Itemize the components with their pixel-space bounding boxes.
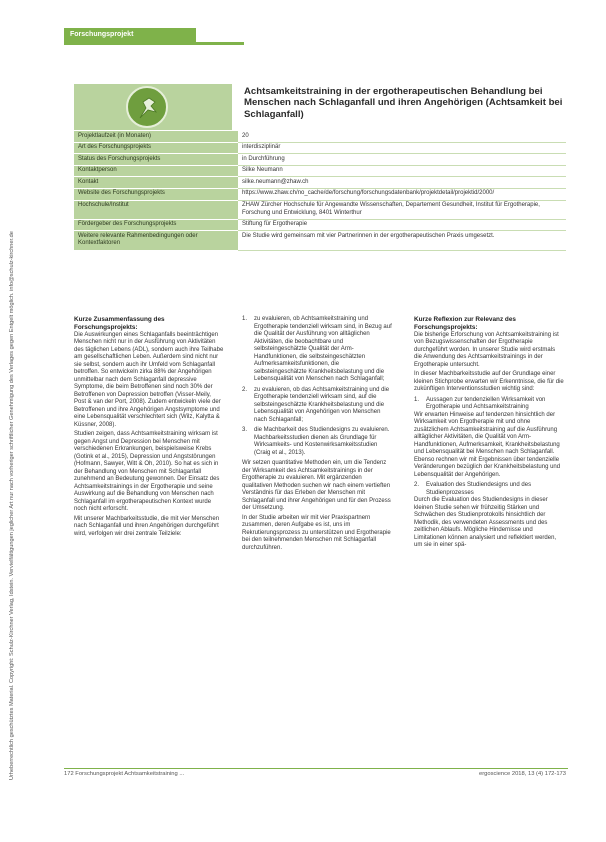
table-row xyxy=(74,177,566,189)
header-divider xyxy=(64,42,244,45)
info-value: Die Studie wird gemeinsam mit vier Partnerinnen in der ergotherapeutischen Praxis umgesetzt. xyxy=(238,231,566,250)
bird-icon xyxy=(137,96,159,120)
subsection-title: Evaluation des Studiendesigns und des Studienprozesses xyxy=(426,482,532,496)
list-number: 2. xyxy=(414,482,420,489)
info-label: Status des Forschungsprojekts xyxy=(74,154,238,166)
copyright-side-note xyxy=(6,40,18,780)
info-label: Website des Forschungsprojekts xyxy=(74,188,238,200)
info-label: Hochschule/Institut xyxy=(74,200,238,219)
table-row xyxy=(74,231,566,250)
info-value: interdisziplinär xyxy=(238,142,566,154)
summary-column xyxy=(74,316,224,540)
info-value: 20 xyxy=(238,131,566,142)
table-row xyxy=(74,154,566,166)
goals-column xyxy=(242,316,392,554)
list-number: 1. xyxy=(242,316,248,322)
table-row xyxy=(74,188,566,200)
list-text: die Machbarkeit des Studiendesigns zu evaluieren. Machbarkeitsstudien dienen als Grundlage für Wirksamkeits- und Kostenwirksamkeitsstudien (Craig et al., 2013). xyxy=(254,427,390,456)
section-label: Forschungsprojekt xyxy=(64,28,196,42)
info-value: ZHAW Zürcher Hochschule für Angewandte Wissenschaften, Departement Gesundheit, Institut für Ergotherapie, Forschung und Entwicklung, 8401 Winterthur xyxy=(238,200,566,219)
table-row xyxy=(74,142,566,154)
relevance-heading: Kurze Reflexion zur Relevanz des Forschungsprojekts: xyxy=(414,316,516,331)
subsection-heading xyxy=(414,397,564,412)
project-info-table xyxy=(74,131,566,251)
info-label: Weitere relevante Rahmenbedingungen oder Kontextfaktoren xyxy=(74,231,238,250)
subsection-text: Wir erwarten Hinweise auf tendenzen hinsichtlich der Wirksamkeit von Ergotherapie mit und ohne zusätzlichem Achtsamkeitstraining auf die Ausführung alltäglicher Aktivitäten, die Qualität von Arm-Handfunktionen, Aufmerksamkeit, Krankheitsbelastung und Lebensqualität bei Menschen nach Schlaganfall. Ebenso rechnen wir mit Ergebnissen über tendenzielle Veränderungen bezüglich der Krankheitsbelastung und Lebensqualität der Angehörigen. xyxy=(414,411,561,478)
project-website-link[interactable]: https://www.zhaw.ch/no_cache/de/forschung/forschungsdatenbank/projektdetail/projektid/2000/ xyxy=(238,188,566,200)
info-label: Kontaktperson xyxy=(74,165,238,177)
subsection-text: Durch die Evaluation des Studiendesigns in dieser kleinen Studie sehen wir frühzeitig Stärken und Schwächen des Studienprotokolls hinsichtlich der Methodik, des verwendeten Assessments und des zeitlichen Ablaufs. Mögliche Hindernisse und Limitationen können analysiert und reflektiert werden, um sie in einer spä- xyxy=(414,497,557,549)
info-label: Projektlaufzeit (in Monaten) xyxy=(74,131,238,142)
table-row xyxy=(74,219,566,231)
methods-paragraph: In der Studie arbeiten wir mit vier Praxispartnern zusammen, deren Aufgabe es ist, uns im Rekrutierungsprozess zu unterstützen und Ergotherapie bei den teilnehmenden Menschen mit Schlaganfall durchzuführen. xyxy=(242,514,391,551)
info-value: Stiftung für Ergotherapie xyxy=(238,219,566,231)
relevance-subsection xyxy=(414,482,564,550)
relevance-subsection xyxy=(414,397,564,480)
list-text: zu evaluieren, ob Achtsamkeitstraining und Ergotherapie tendenziell wirksam sind, in Bezug auf die Qualität der Ausführung von alltäglichen Aktivitäten, die beobachtbare und selbsteingeschätzte Qualität der Arm-Handfunktionen, die selbsteingeschätzten Aufmerksamkeitsfunktionen, die selbsteingeschätzte Krankheitsbelastung und die Lebensqualität von Menschen nach Schlaganfall; xyxy=(254,316,392,382)
relevance-column xyxy=(414,316,564,552)
info-label: Art des Forschungsprojekts xyxy=(74,142,238,154)
contact-email[interactable]: silke.neumann@zhaw.ch xyxy=(238,177,566,189)
table-row xyxy=(74,200,566,219)
summary-paragraph: Mit unserer Machbarkeitsstudie, die mit vier Menschen nach Schlaganfall und ihren Angehörigen durchgeführt wird, verfolgen wir drei zentrale Teilziele: xyxy=(74,515,220,537)
table-row xyxy=(74,131,566,142)
list-item xyxy=(242,427,392,457)
subsection-heading xyxy=(414,482,564,497)
list-item xyxy=(242,387,392,425)
info-label: Fördergeber des Forschungsprojekts xyxy=(74,219,238,231)
summary-paragraph: Studien zeigen, dass Achtsamkeitstraining wirksam ist gegen Angst und Depression bei Menschen mit verschiedenen Erkrankungen, beispielsweise Krebs (Gotink et al., 2015), Depression und Angststörungen (Hofmann, Sawyer, Witt & Oh, 2010). So hat es sich in der Behandlung von Menschen mit Schlaganfall zunehmend an Bedeutung gewonnen. Der Einsatz des Achtsamkeitstrainings in der Ergotherapie und seine Auswirkung auf die Behandlung von Menschen nach Schlaganfall im ergotherapeutischen Kontext wurde noch nicht erforscht. xyxy=(74,431,220,513)
footer-journal-info: ergoscience 2018, 13 (4) 172-173 xyxy=(478,771,566,777)
summary-paragraph: Die Auswirkungen eines Schlaganfalls beeinträchtigen Menschen nicht nur in der Ausführung von Aktivitäten des täglichen Lebens (ADL), sondern auch ihre Teilhabe am gesellschaftlichen Leben. Außerdem sind nicht nur sie selbst, sondern auch ihr Umfeld vom Schlaganfall betroffen. So entwickeln zirka 88% der Angehörigen unmittelbar nach dem Schlaganfall depressive Symptome, die beim Betroffenen sind noch 30% der Betroffenen von Depression betroffen (Visser-Meily, Post & van der Port, 2008). Zudem entwickeln viele der Betroffenen und ihre Angehörigen Angstsymptome und eine Lebensqualität verschlechtert sich (Wilz, Kalytta & Küssner, 2008). xyxy=(74,331,224,428)
list-number: 1. xyxy=(414,396,420,403)
copyright-text: Urheberrechtlich geschütztes Material. Copyright: Schulz-Kirchner Verlag, Idstein. Vervielfältigungen jeglicher Art nur nach vorheriger schriftlicher Genehmigung des Verlages gegen Entgelt möglich. info@schulz-kirchner.de xyxy=(9,231,15,780)
list-number: 3. xyxy=(242,427,248,433)
list-number: 2. xyxy=(242,386,248,393)
footer-divider xyxy=(64,768,568,769)
relevance-paragraph: In dieser Machbarkeitsstudie auf der Grundlage einer kleinen Stichprobe erwarten wir Erkenntnisse, die für die zukünftigen Interventionsstudien wichtig sind: xyxy=(414,371,564,393)
article-title: Achtsamkeitstraining in der ergotherapeutischen Behandlung bei Menschen nach Schlaganfall und ihren Angehörigen (Achtsamkeit bei Schlaganfall) xyxy=(244,86,563,120)
info-label: Kontakt xyxy=(74,177,238,189)
table-row xyxy=(74,165,566,177)
subsection-title: Aussagen zur tendenziellen Wirksamkeit von Ergotherapie und Achtsamkeitstraining xyxy=(426,396,546,411)
list-item xyxy=(242,316,392,384)
methods-paragraph: Wir setzen quantitative Methoden ein, um die Tendenz der Wirksamkeit des Achtsamkeitstrainings in der Ergotherapie zu evaluieren. Mit ergänzenden qualitativen Methoden suchen wir nach einem vertieften Verständnis für das Erleben der Menschen mit Schlaganfall und ihrer Angehörigen und für den Prozess der Umsetzung. xyxy=(242,460,391,511)
logo-panel xyxy=(74,84,232,130)
info-value: Silke Neumann xyxy=(238,165,566,177)
footer-page-info: 172 Forschungsprojekt Achtsamkeitstraining ... xyxy=(64,771,185,777)
relevance-paragraph: Die bisherige Erforschung von Achtsamkeitstraining ist von Bezugswissenschaften der Ergotherapie durchgeführt worden. In unserer Studie wird erstmals die Anwendung des Achtsamkeitstrainings in der Ergotherapie untersucht. xyxy=(414,331,559,368)
info-value: in Durchführung xyxy=(238,154,566,166)
summary-heading: Kurze Zusammenfassung des Forschungsprojekts: xyxy=(74,316,165,331)
list-text: zu evaluieren, ob das Achtsamkeitstraining und die Ergotherapie tendenziell wirksam sind, auf die selbsteingeschätzte Krankheitsbelastung und die Lebensqualität von Angehörigen von Menschen nach Schlaganfall; xyxy=(254,386,390,423)
logo-badge xyxy=(126,86,168,128)
